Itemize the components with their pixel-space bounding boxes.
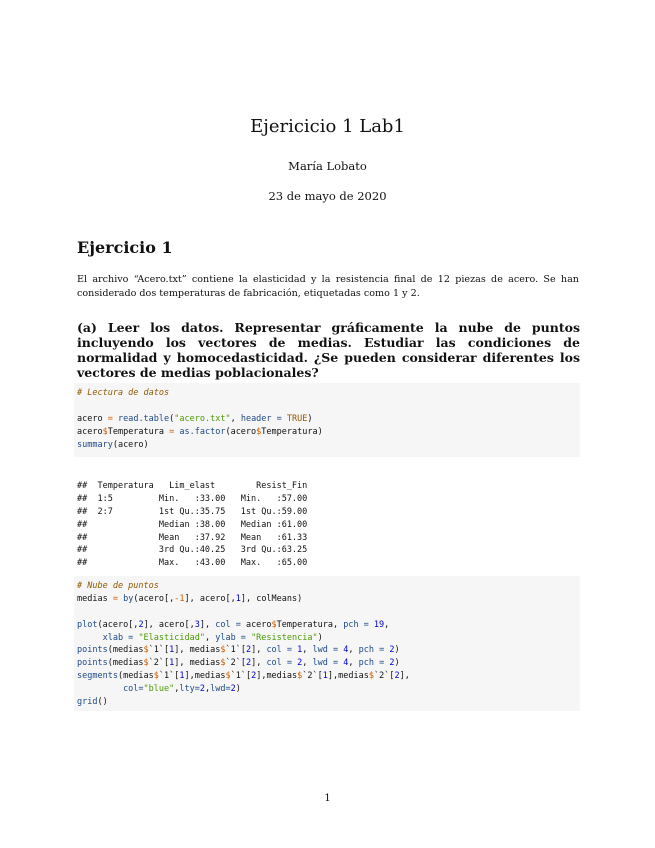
code-token: 4 bbox=[343, 645, 349, 656]
code-token: (medias bbox=[107, 645, 144, 656]
code-token: , bbox=[205, 684, 211, 695]
code-token: col = bbox=[215, 619, 241, 630]
code-token: $ bbox=[225, 671, 231, 682]
code-token: col= bbox=[123, 684, 144, 695]
code-token: points bbox=[77, 645, 108, 656]
code-token: 2 bbox=[251, 671, 257, 682]
code-token: $ bbox=[102, 426, 108, 437]
code-token: # Nube de puntos bbox=[77, 581, 159, 591]
code-line bbox=[77, 683, 577, 696]
page-number: 1 bbox=[324, 793, 331, 804]
code-token: "blue" bbox=[143, 684, 175, 695]
code-line bbox=[77, 580, 577, 593]
code-token: 1 bbox=[179, 671, 185, 682]
document-author: María Lobato bbox=[288, 159, 367, 173]
code-token: 1 bbox=[297, 645, 303, 656]
code-token: (medias bbox=[117, 671, 154, 682]
code-token: 2 bbox=[230, 684, 236, 695]
code-token: , bbox=[204, 632, 216, 643]
code-token: (medias bbox=[107, 658, 144, 669]
code-token: "Elasticidad" bbox=[138, 632, 205, 643]
code-token bbox=[77, 684, 123, 694]
code-line bbox=[77, 644, 577, 657]
code-token: 2 bbox=[245, 645, 252, 656]
code-token: acero bbox=[77, 413, 108, 424]
code-token: 19 bbox=[373, 619, 385, 630]
code-token: 2 bbox=[297, 658, 303, 669]
code-token: 1 bbox=[169, 658, 175, 669]
code-token: lwd= bbox=[210, 684, 231, 695]
document-title: Ejericicio 1 Lab1 bbox=[250, 116, 405, 137]
code-token: (acero[, bbox=[97, 619, 139, 630]
code-token: $ bbox=[297, 671, 303, 682]
document-date: 23 de mayo de 2020 bbox=[268, 189, 387, 203]
code-token: = bbox=[112, 593, 118, 604]
code-token: 4 bbox=[343, 658, 349, 669]
code-token: (acero) bbox=[112, 439, 149, 450]
code-line bbox=[77, 670, 577, 683]
code-token: ], medias bbox=[174, 645, 221, 656]
code-line bbox=[77, 619, 577, 632]
code-token: ], bbox=[399, 671, 410, 682]
code-token: points bbox=[77, 658, 108, 669]
code-token: `2`[ bbox=[373, 671, 395, 682]
code-line bbox=[77, 426, 577, 439]
code-line bbox=[77, 413, 577, 426]
code-token: read.table bbox=[117, 413, 170, 424]
code-token: summary bbox=[77, 439, 113, 450]
code-token: ],medias bbox=[327, 671, 369, 682]
output-line: ## 3rd Qu.:40.25 3rd Qu.:63.25 bbox=[77, 545, 318, 556]
output-line: ## Max. :43.00 Max. :65.00 bbox=[77, 558, 318, 569]
code-token: ) bbox=[235, 684, 241, 695]
code-token: , bbox=[348, 645, 359, 656]
code-token: , bbox=[302, 658, 313, 669]
code-token: grid bbox=[77, 697, 98, 708]
code-token: 3 bbox=[194, 619, 200, 630]
code-token: col = bbox=[266, 645, 293, 656]
code-token: ) bbox=[307, 413, 313, 424]
code-token: ],medias bbox=[184, 671, 226, 682]
code-token bbox=[77, 633, 103, 643]
code-token: $ bbox=[153, 671, 159, 682]
code-token: -1 bbox=[174, 593, 185, 604]
code-token: $ bbox=[220, 658, 226, 669]
code-token: header = bbox=[240, 413, 282, 424]
code-line bbox=[77, 606, 577, 619]
section-paragraph: El archivo “Acero.txt” contiene la elasticidad y la resistencia final de 12 piezas de acero. Se han considerado dos temperaturas de fabricación, etiquetadas como 1 y 2. bbox=[77, 274, 579, 299]
code-token: ) bbox=[394, 658, 400, 669]
code-line bbox=[77, 632, 577, 645]
subsection-heading: (a) Leer los datos. Representar gráficamente la nube de puntos incluyendo los vectores de medias. Estudiar las condiciones de normalidad y homocedasticidad. ¿Se pueden considerar diferentes los vectores de medias poblacionales? bbox=[77, 320, 580, 380]
code-token: medias bbox=[77, 593, 113, 604]
summary-output-block bbox=[77, 480, 580, 570]
code-token: $ bbox=[143, 658, 149, 669]
code-block-nube-puntos bbox=[74, 576, 580, 711]
code-token: Temperatura, bbox=[276, 619, 344, 630]
code-line bbox=[77, 657, 577, 670]
code-line bbox=[77, 387, 577, 400]
code-token: "Resistencia" bbox=[251, 632, 318, 643]
code-token: ], bbox=[251, 645, 267, 656]
code-token: () bbox=[97, 697, 108, 708]
code-token: pch = bbox=[358, 645, 385, 656]
code-token: 2 bbox=[245, 658, 252, 669]
code-token: acero bbox=[240, 619, 272, 630]
code-token: ( bbox=[169, 413, 175, 424]
code-token: `1`[ bbox=[148, 645, 170, 656]
code-token: Temperatura) bbox=[261, 426, 323, 437]
output-line: ## 2:7 1st Qu.:35.75 1st Qu.:59.00 bbox=[77, 506, 318, 517]
code-token: acero bbox=[77, 426, 103, 437]
code-line bbox=[77, 696, 577, 709]
code-token: 2 bbox=[389, 645, 395, 656]
code-token: = bbox=[107, 413, 113, 424]
code-token: ylab = bbox=[215, 632, 246, 643]
output-line: ## Mean :37.92 Mean :61.33 bbox=[77, 532, 318, 543]
code-token: $ bbox=[220, 645, 226, 656]
code-token: ) bbox=[317, 632, 323, 643]
code-token: `2`[ bbox=[302, 671, 323, 682]
code-token: , bbox=[348, 658, 359, 669]
code-token: ], medias bbox=[174, 658, 221, 669]
code-token: ], bbox=[199, 619, 216, 630]
code-token: 1 bbox=[169, 645, 175, 656]
code-token: as.factor bbox=[179, 426, 226, 437]
code-line bbox=[77, 400, 577, 413]
code-token: , bbox=[384, 619, 390, 630]
code-token: pch = bbox=[358, 658, 385, 669]
code-token: $ bbox=[143, 645, 149, 656]
code-token: 2 bbox=[138, 619, 144, 630]
code-token: "acero.txt" bbox=[174, 413, 231, 424]
code-token: xlab = bbox=[102, 632, 134, 643]
code-token: `1`[ bbox=[225, 645, 246, 656]
code-token: `1`[ bbox=[158, 671, 180, 682]
code-token: ],medias bbox=[256, 671, 298, 682]
code-token: 2 bbox=[199, 684, 205, 695]
output-line: ## Median :38.00 Median :61.00 bbox=[77, 519, 318, 530]
code-token: ) bbox=[394, 645, 400, 656]
code-token: 1 bbox=[322, 671, 328, 682]
code-token: `2`[ bbox=[225, 658, 246, 669]
code-token: 1 bbox=[235, 593, 241, 604]
code-token: lwd = bbox=[312, 645, 339, 656]
code-token: 2 bbox=[389, 658, 395, 669]
code-token: , bbox=[302, 645, 313, 656]
code-token: ], acero[, bbox=[184, 593, 236, 604]
code-token: plot bbox=[77, 619, 98, 630]
code-token: $ bbox=[256, 426, 262, 437]
code-token: lwd = bbox=[312, 658, 339, 669]
code-token: ], bbox=[251, 658, 267, 669]
code-token: TRUE bbox=[286, 413, 308, 424]
code-token: 2 bbox=[394, 671, 400, 682]
code-block-lectura bbox=[74, 383, 580, 457]
code-token: ], acero[, bbox=[143, 619, 195, 630]
code-token: = bbox=[169, 426, 175, 437]
code-token: segments bbox=[77, 671, 118, 682]
code-token: # Lectura de datos bbox=[77, 388, 170, 398]
output-line: ## 1:5 Min. :33.00 Min. :57.00 bbox=[77, 493, 318, 504]
code-token: , bbox=[230, 413, 241, 424]
code-token: Temperatura bbox=[107, 426, 170, 437]
code-line bbox=[77, 439, 577, 452]
code-token: $ bbox=[368, 671, 374, 682]
code-token: by bbox=[123, 593, 134, 604]
code-token: , bbox=[174, 684, 180, 695]
code-token: col = bbox=[266, 658, 293, 669]
code-token: lty= bbox=[179, 684, 200, 695]
code-token: (acero bbox=[225, 426, 257, 437]
code-token: ], colMeans) bbox=[240, 593, 303, 604]
output-line: ## Temperatura Lim_elast Resist_Fin bbox=[77, 481, 323, 491]
code-line bbox=[77, 593, 577, 606]
code-token: (acero[, bbox=[133, 593, 175, 604]
code-token: pch = bbox=[343, 619, 369, 630]
code-token: $ bbox=[271, 619, 277, 630]
section-heading: Ejercicio 1 bbox=[77, 238, 173, 257]
code-token: `1`[ bbox=[230, 671, 252, 682]
code-token: `2`[ bbox=[148, 658, 170, 669]
